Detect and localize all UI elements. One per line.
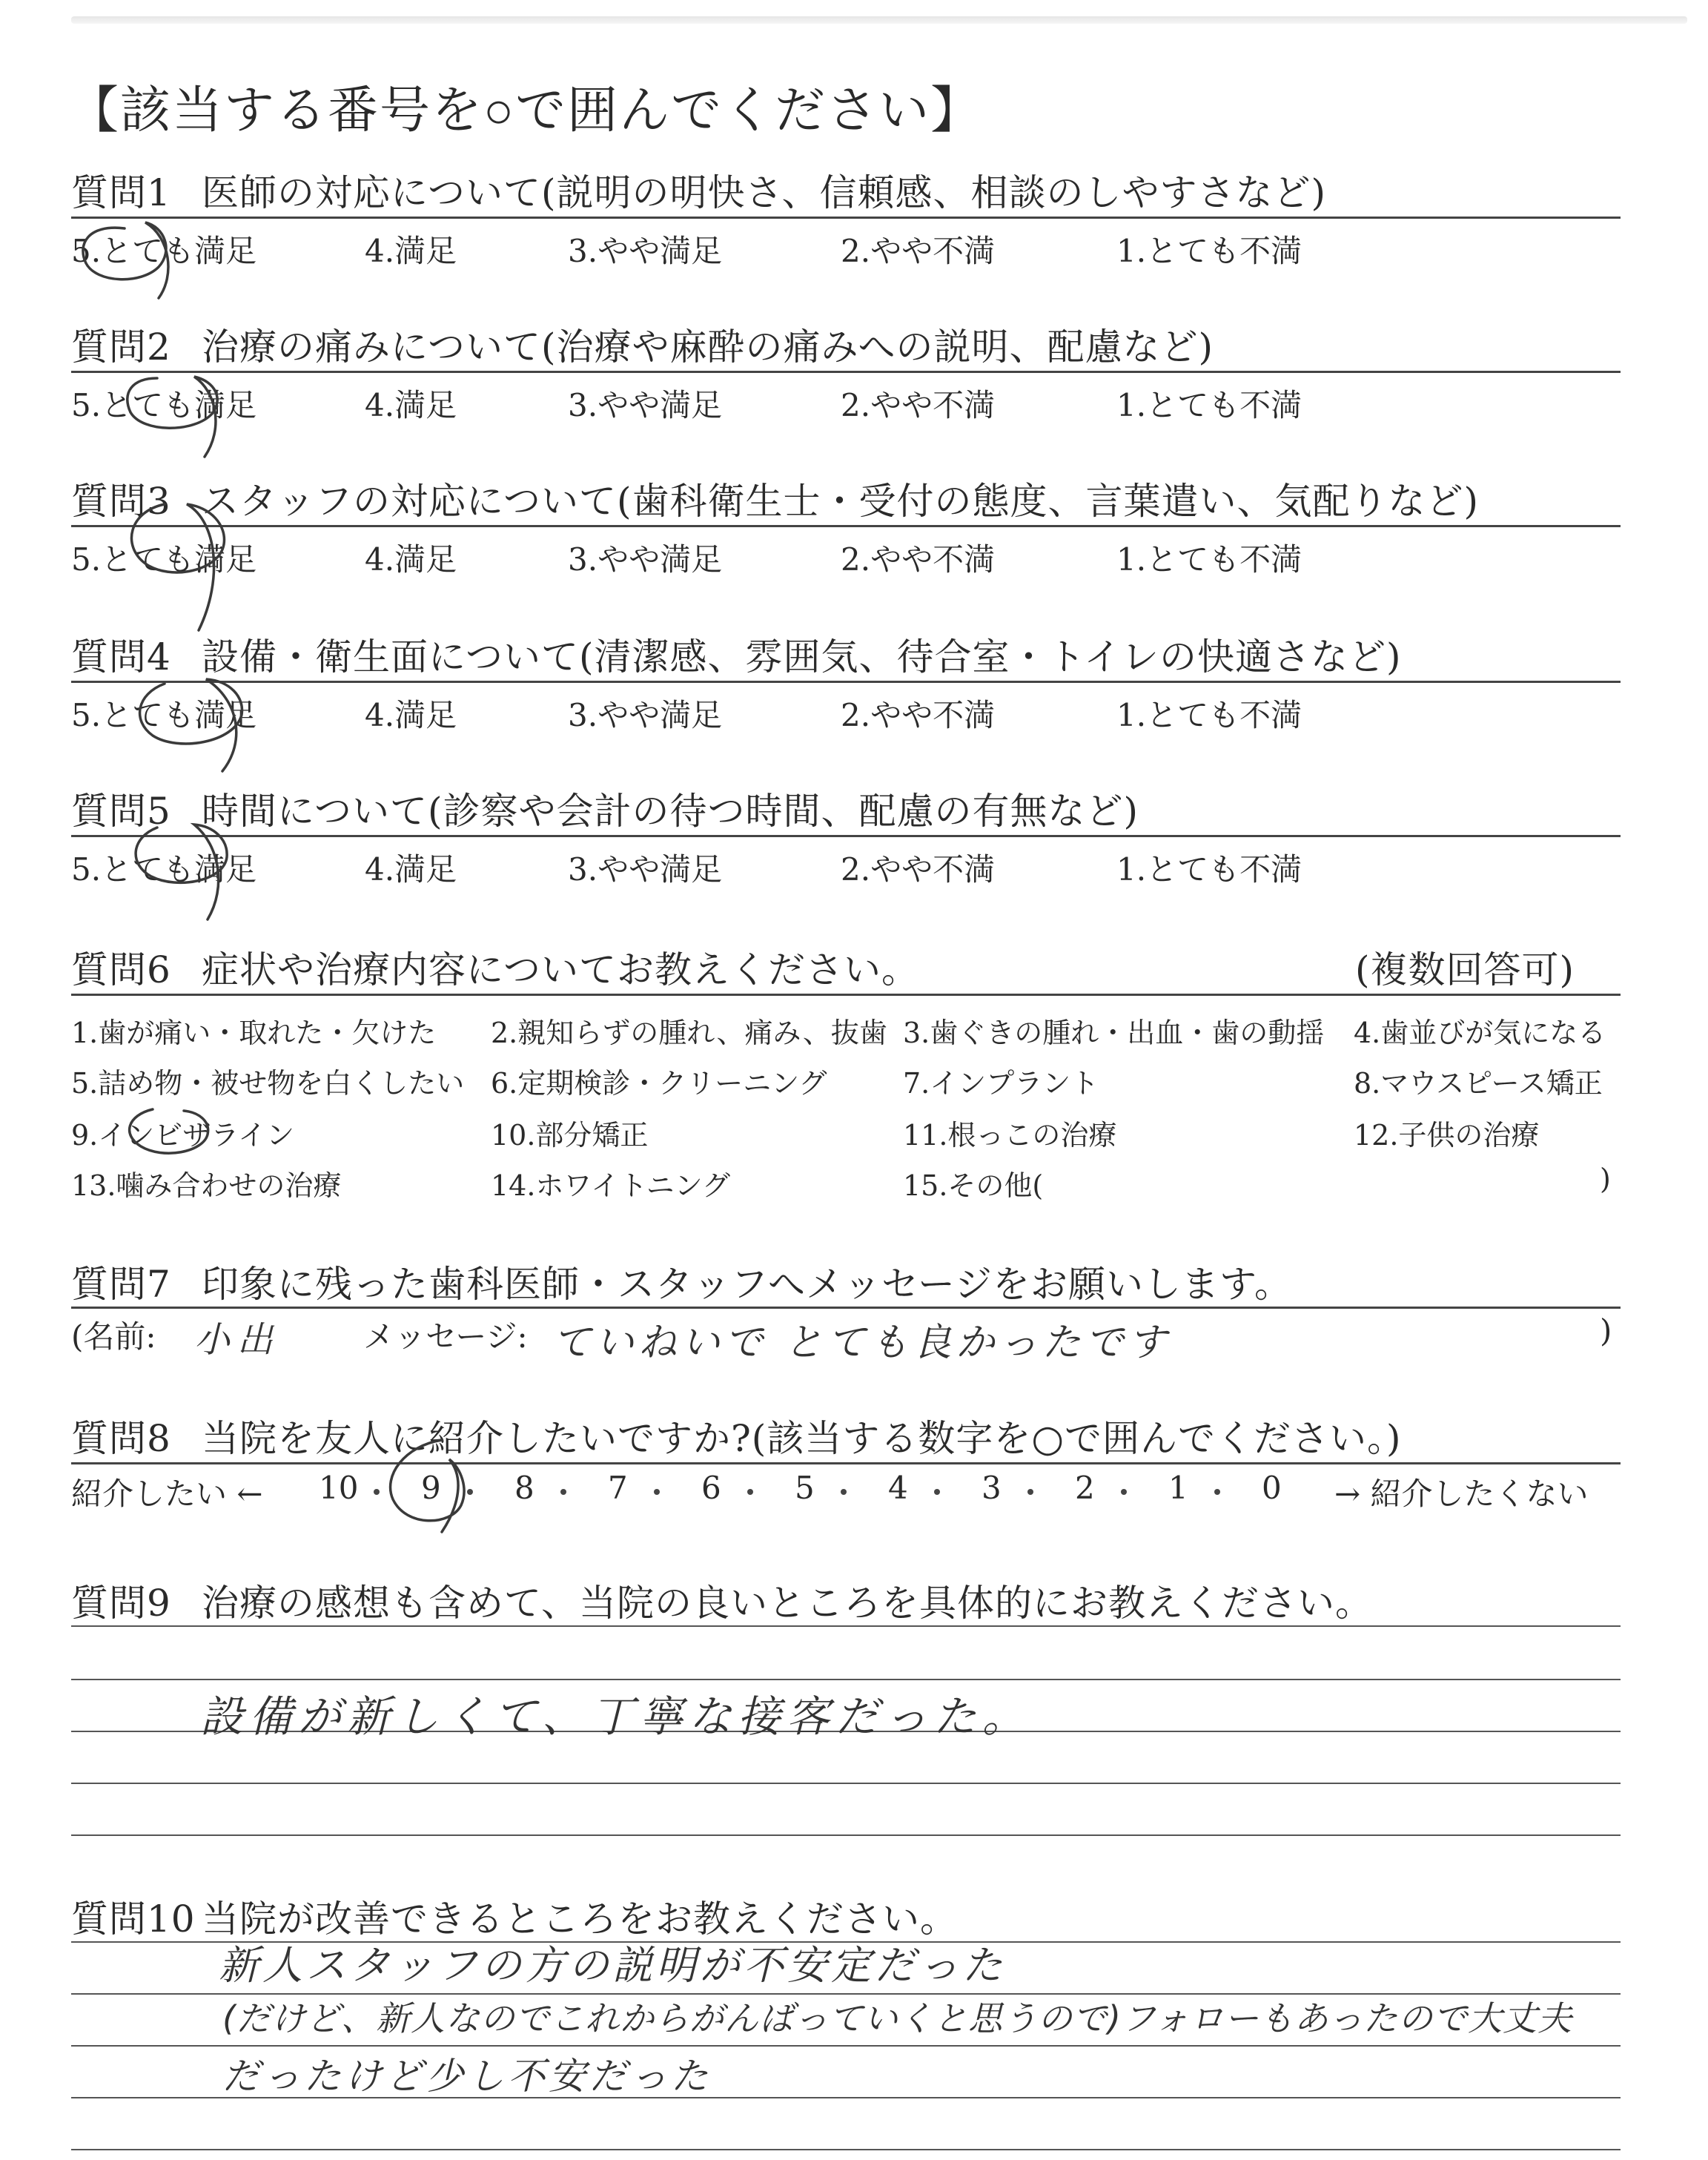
q6-option-13[interactable]: 13.噛み合わせの治療 xyxy=(71,1169,342,1202)
q3-option-2[interactable]: 2.やや不満 xyxy=(841,541,996,578)
q3-option-4[interactable]: 4.満足 xyxy=(365,541,457,578)
q10-label: 質問10 xyxy=(71,1898,196,1941)
q2-option-4[interactable]: 4.満足 xyxy=(365,387,457,423)
q8-scale-separator xyxy=(934,1489,940,1495)
q8-scale-separator xyxy=(374,1489,380,1495)
q1-label: 質問1 xyxy=(71,171,171,214)
q8-scale-separator xyxy=(654,1489,660,1495)
q3-label: 質問3 xyxy=(71,480,171,523)
q8-left-label: 紹介したい ← xyxy=(71,1476,263,1512)
q7-message-label: メッセージ: xyxy=(363,1318,528,1355)
q6-option-10[interactable]: 10.部分矯正 xyxy=(491,1119,649,1152)
q9-answer-line[interactable]: 設備が新しくて、丁寧な接客だった。 xyxy=(200,1691,1031,1742)
q5-text: 時間について(診察や会計の待つ時間、配慮の有無など) xyxy=(202,790,1139,833)
q10-line-5 xyxy=(71,2149,1621,2150)
q3-text: スタッフの対応について(歯科衛生士・受付の態度、言葉遣い、気配りなど) xyxy=(202,480,1480,523)
q4-option-4[interactable]: 4.満足 xyxy=(365,697,457,733)
q5-option-5[interactable]: 5.とても満足 xyxy=(71,851,257,888)
q6-option-7[interactable]: 7.インプラント xyxy=(903,1067,1099,1100)
q2-label: 質問2 xyxy=(71,326,171,369)
q8-scale-separator xyxy=(747,1489,753,1495)
q7-message-value[interactable]: ていねいで とても良かったです xyxy=(552,1321,1171,1365)
q6-option-14[interactable]: 14.ホワイトニング xyxy=(491,1169,731,1202)
q8-scale-7[interactable]: 7 xyxy=(608,1470,628,1506)
q2-option-2[interactable]: 2.やや不満 xyxy=(841,387,996,423)
q7-rule xyxy=(71,1307,1621,1309)
q8-scale-4[interactable]: 4 xyxy=(888,1470,908,1506)
q4-label: 質問4 xyxy=(71,635,171,678)
q8-scale-separator xyxy=(1214,1489,1220,1495)
q8-scale-0[interactable]: 0 xyxy=(1262,1470,1282,1506)
q4-option-3[interactable]: 3.やや満足 xyxy=(568,697,723,733)
q6-option-3[interactable]: 3.歯ぐきの腫れ・出血・歯の動揺 xyxy=(903,1017,1325,1049)
q8-scale-10[interactable]: 10 xyxy=(319,1470,359,1506)
q6-label: 質問6 xyxy=(71,948,171,991)
q7-text: 印象に残った歯科医師・スタッフへメッセージをお願いします。 xyxy=(202,1263,1292,1306)
q6-other-close-paren: ) xyxy=(1600,1163,1611,1195)
q3-option-5[interactable]: 5.とても満足 xyxy=(71,541,257,578)
q8-scale-separator xyxy=(1121,1489,1127,1495)
q6-note: (複数回答可) xyxy=(1355,948,1575,991)
q3-rule xyxy=(71,525,1621,527)
q5-label: 質問5 xyxy=(71,790,171,833)
q5-rule xyxy=(71,835,1621,837)
q10-answer-line-3[interactable]: だったけど少し不安だった xyxy=(222,2055,712,2098)
q8-scale-separator xyxy=(560,1489,566,1495)
q2-rule xyxy=(71,371,1621,373)
q8-scale-separator xyxy=(841,1489,847,1495)
q2-option-3[interactable]: 3.やや満足 xyxy=(568,387,723,423)
q4-option-1[interactable]: 1.とても不満 xyxy=(1116,697,1302,733)
q1-option-4[interactable]: 4.満足 xyxy=(365,233,457,269)
q6-rule xyxy=(71,994,1621,996)
q6-option-9[interactable]: 9.インビザライン xyxy=(71,1119,295,1152)
q10-answer-line-1[interactable]: 新人スタッフの方の説明が不安定だった xyxy=(219,1942,1006,1989)
q6-option-1[interactable]: 1.歯が痛い・取れた・欠けた xyxy=(71,1017,437,1049)
q4-rule xyxy=(71,681,1621,683)
q1-option-2[interactable]: 2.やや不満 xyxy=(841,233,996,269)
q8-scale-6[interactable]: 6 xyxy=(701,1470,721,1506)
q6-option-12[interactable]: 12.子供の治療 xyxy=(1354,1119,1540,1152)
q6-option-15[interactable]: 15.その他( xyxy=(903,1169,1044,1202)
q1-option-3[interactable]: 3.やや満足 xyxy=(568,233,723,269)
q7-name-value[interactable]: 小出 xyxy=(194,1319,281,1361)
page-title: 【該当する番号を○で囲んでください】 xyxy=(68,82,983,140)
q5-option-4[interactable]: 4.満足 xyxy=(365,851,457,888)
q6-option-8[interactable]: 8.マウスピース矯正 xyxy=(1354,1067,1603,1100)
q7-label: 質問7 xyxy=(71,1263,171,1306)
q5-option-3[interactable]: 3.やや満足 xyxy=(568,851,723,888)
q3-option-1[interactable]: 1.とても不満 xyxy=(1116,541,1302,578)
q8-scale-separator xyxy=(1027,1489,1033,1495)
q9-label: 質問9 xyxy=(71,1582,171,1625)
q8-scale-2[interactable]: 2 xyxy=(1075,1470,1095,1506)
q1-option-1[interactable]: 1.とても不満 xyxy=(1116,233,1302,269)
scan-edge-band xyxy=(71,16,1687,24)
q4-option-2[interactable]: 2.やや不満 xyxy=(841,697,996,733)
q6-text: 症状や治療内容についてお教えください。 xyxy=(202,948,919,991)
q1-rule xyxy=(71,217,1621,219)
q6-option-5[interactable]: 5.詰め物・被せ物を白くしたい xyxy=(71,1067,465,1100)
q3-option-3[interactable]: 3.やや満足 xyxy=(568,541,723,578)
q7-close-paren: ) xyxy=(1600,1312,1612,1349)
q2-option-5[interactable]: 5.とても満足 xyxy=(71,387,257,423)
q8-scale-8[interactable]: 8 xyxy=(514,1470,534,1506)
q6-option-11[interactable]: 11.根っこの治療 xyxy=(903,1119,1117,1152)
q8-scale-9[interactable]: 9 xyxy=(421,1470,441,1506)
q8-label: 質問8 xyxy=(71,1417,171,1460)
q6-option-4[interactable]: 4.歯並びが気になる xyxy=(1354,1017,1606,1049)
q8-rule xyxy=(71,1462,1621,1464)
q4-option-5[interactable]: 5.とても満足 xyxy=(71,697,257,733)
q9-line-2 xyxy=(71,1679,1621,1680)
q8-scale-1[interactable]: 1 xyxy=(1168,1470,1188,1506)
q9-text: 治療の感想も含めて、当院の良いところを具体的にお教えください。 xyxy=(202,1582,1373,1625)
q9-line-1 xyxy=(71,1625,1621,1627)
q8-scale-5[interactable]: 5 xyxy=(795,1470,815,1506)
q10-answer-line-2[interactable]: (だけど、新人なのでこれからがんばっていくと思うので)フォローもあったので大丈夫 xyxy=(222,1998,1573,2038)
q8-right-label: → 紹介したくない xyxy=(1334,1476,1589,1512)
q10-text: 当院が改善できるところをお教えください。 xyxy=(202,1898,958,1941)
q2-text: 治療の痛みについて(治療や麻酔の痛みへの説明、配慮など) xyxy=(202,326,1214,369)
q1-text: 医師の対応について(説明の明快さ、信頼感、相談のしやすさなど) xyxy=(202,171,1327,214)
q6-option-2[interactable]: 2.親知らずの腫れ、痛み、抜歯 xyxy=(491,1017,887,1049)
q9-line-4 xyxy=(71,1783,1621,1784)
q1-option-5[interactable]: 5.とても満足 xyxy=(71,233,257,269)
q4-text: 設備・衛生面について(清潔感、雰囲気、待合室・トイレの快適さなど) xyxy=(202,635,1402,678)
q2-option-1[interactable]: 1.とても不満 xyxy=(1116,387,1302,423)
q9-line-5 xyxy=(71,1834,1621,1836)
q6-option-6[interactable]: 6.定期検診・クリーニング xyxy=(491,1067,827,1100)
q8-text: 当院を友人に紹介したいですか?(該当する数字を○で囲んでください。) xyxy=(202,1417,1402,1460)
q5-option-1[interactable]: 1.とても不満 xyxy=(1116,851,1302,888)
q5-option-2[interactable]: 2.やや不満 xyxy=(841,851,996,888)
q8-scale-3[interactable]: 3 xyxy=(982,1470,1002,1506)
q8-scale-separator xyxy=(467,1489,473,1495)
q7-name-label: (名前: xyxy=(71,1318,156,1355)
